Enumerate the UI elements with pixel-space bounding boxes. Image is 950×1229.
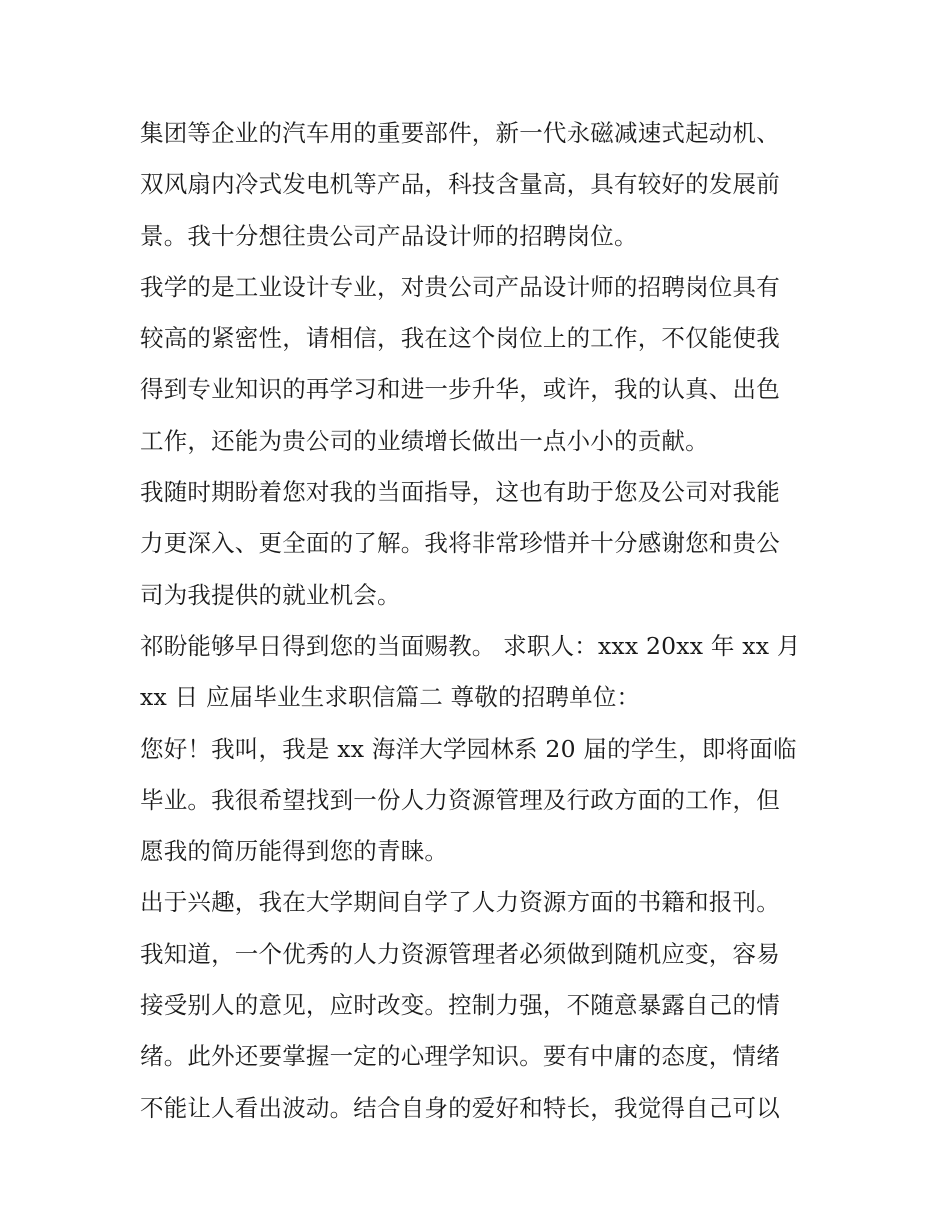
- text-line: 绪。此外还要掌握一定的心理学知识。要有中庸的态度，情绪: [140, 1042, 780, 1071]
- letter-body: [140, 108, 820, 1134]
- text-line: 力更深入、更全面的了解。我将非常珍惜并十分感谢您和贵公: [140, 529, 780, 558]
- text-line: 祁盼能够早日得到您的当面赐教。 求职人：xxx 20xx 年 xx 月: [140, 631, 801, 660]
- text-line: 司为我提供的就业机会。: [140, 580, 401, 609]
- text-line: 我学的是工业设计专业，对贵公司产品设计师的招聘岗位具有: [140, 272, 780, 301]
- text-line: 集团等企业的汽车用的重要部件，新一代永磁减速式起动机、: [140, 119, 780, 147]
- text-line: 双风扇内冷式发电机等产品，科技含量高，具有较好的发展前: [140, 170, 780, 199]
- text-line: 愿我的简历能得到您的青睐。: [140, 837, 449, 866]
- text-line: 景。我十分想往贵公司产品设计师的招聘岗位。: [140, 221, 638, 250]
- text-line: 出于兴趣，我在大学期间自学了人力资源方面的书籍和报刊。: [140, 888, 780, 917]
- text-line: 我随时期盼着您对我的当面指导，这也有助于您及公司对我能: [140, 478, 780, 507]
- text-line: xx 日 应届毕业生求职信篇二 尊敬的招聘单位：: [140, 683, 641, 712]
- text-line: 工作，还能为贵公司的业绩增长做出一点小小的贡献。: [140, 426, 709, 455]
- text-line: 我知道，一个优秀的人力资源管理者必须做到随机应变，容易: [140, 939, 780, 968]
- text-line: 接受别人的意见，应时改变。控制力强，不随意暴露自己的情: [140, 991, 780, 1020]
- text-line: 毕业。我很希望找到一份人力资源管理及行政方面的工作，但: [140, 785, 780, 814]
- text-line: 得到专业知识的再学习和进一步升华，或许，我的认真、出色: [140, 375, 780, 404]
- text-line: 较高的紧密性，请相信，我在这个岗位上的工作，不仅能使我: [140, 324, 780, 353]
- text-line: 您好！我叫，我是 xx 海洋大学园林系 20 届的学生，即将面临: [140, 734, 797, 763]
- text-line: 不能让人看出波动。结合自身的爱好和特长，我觉得自己可以: [140, 1093, 780, 1122]
